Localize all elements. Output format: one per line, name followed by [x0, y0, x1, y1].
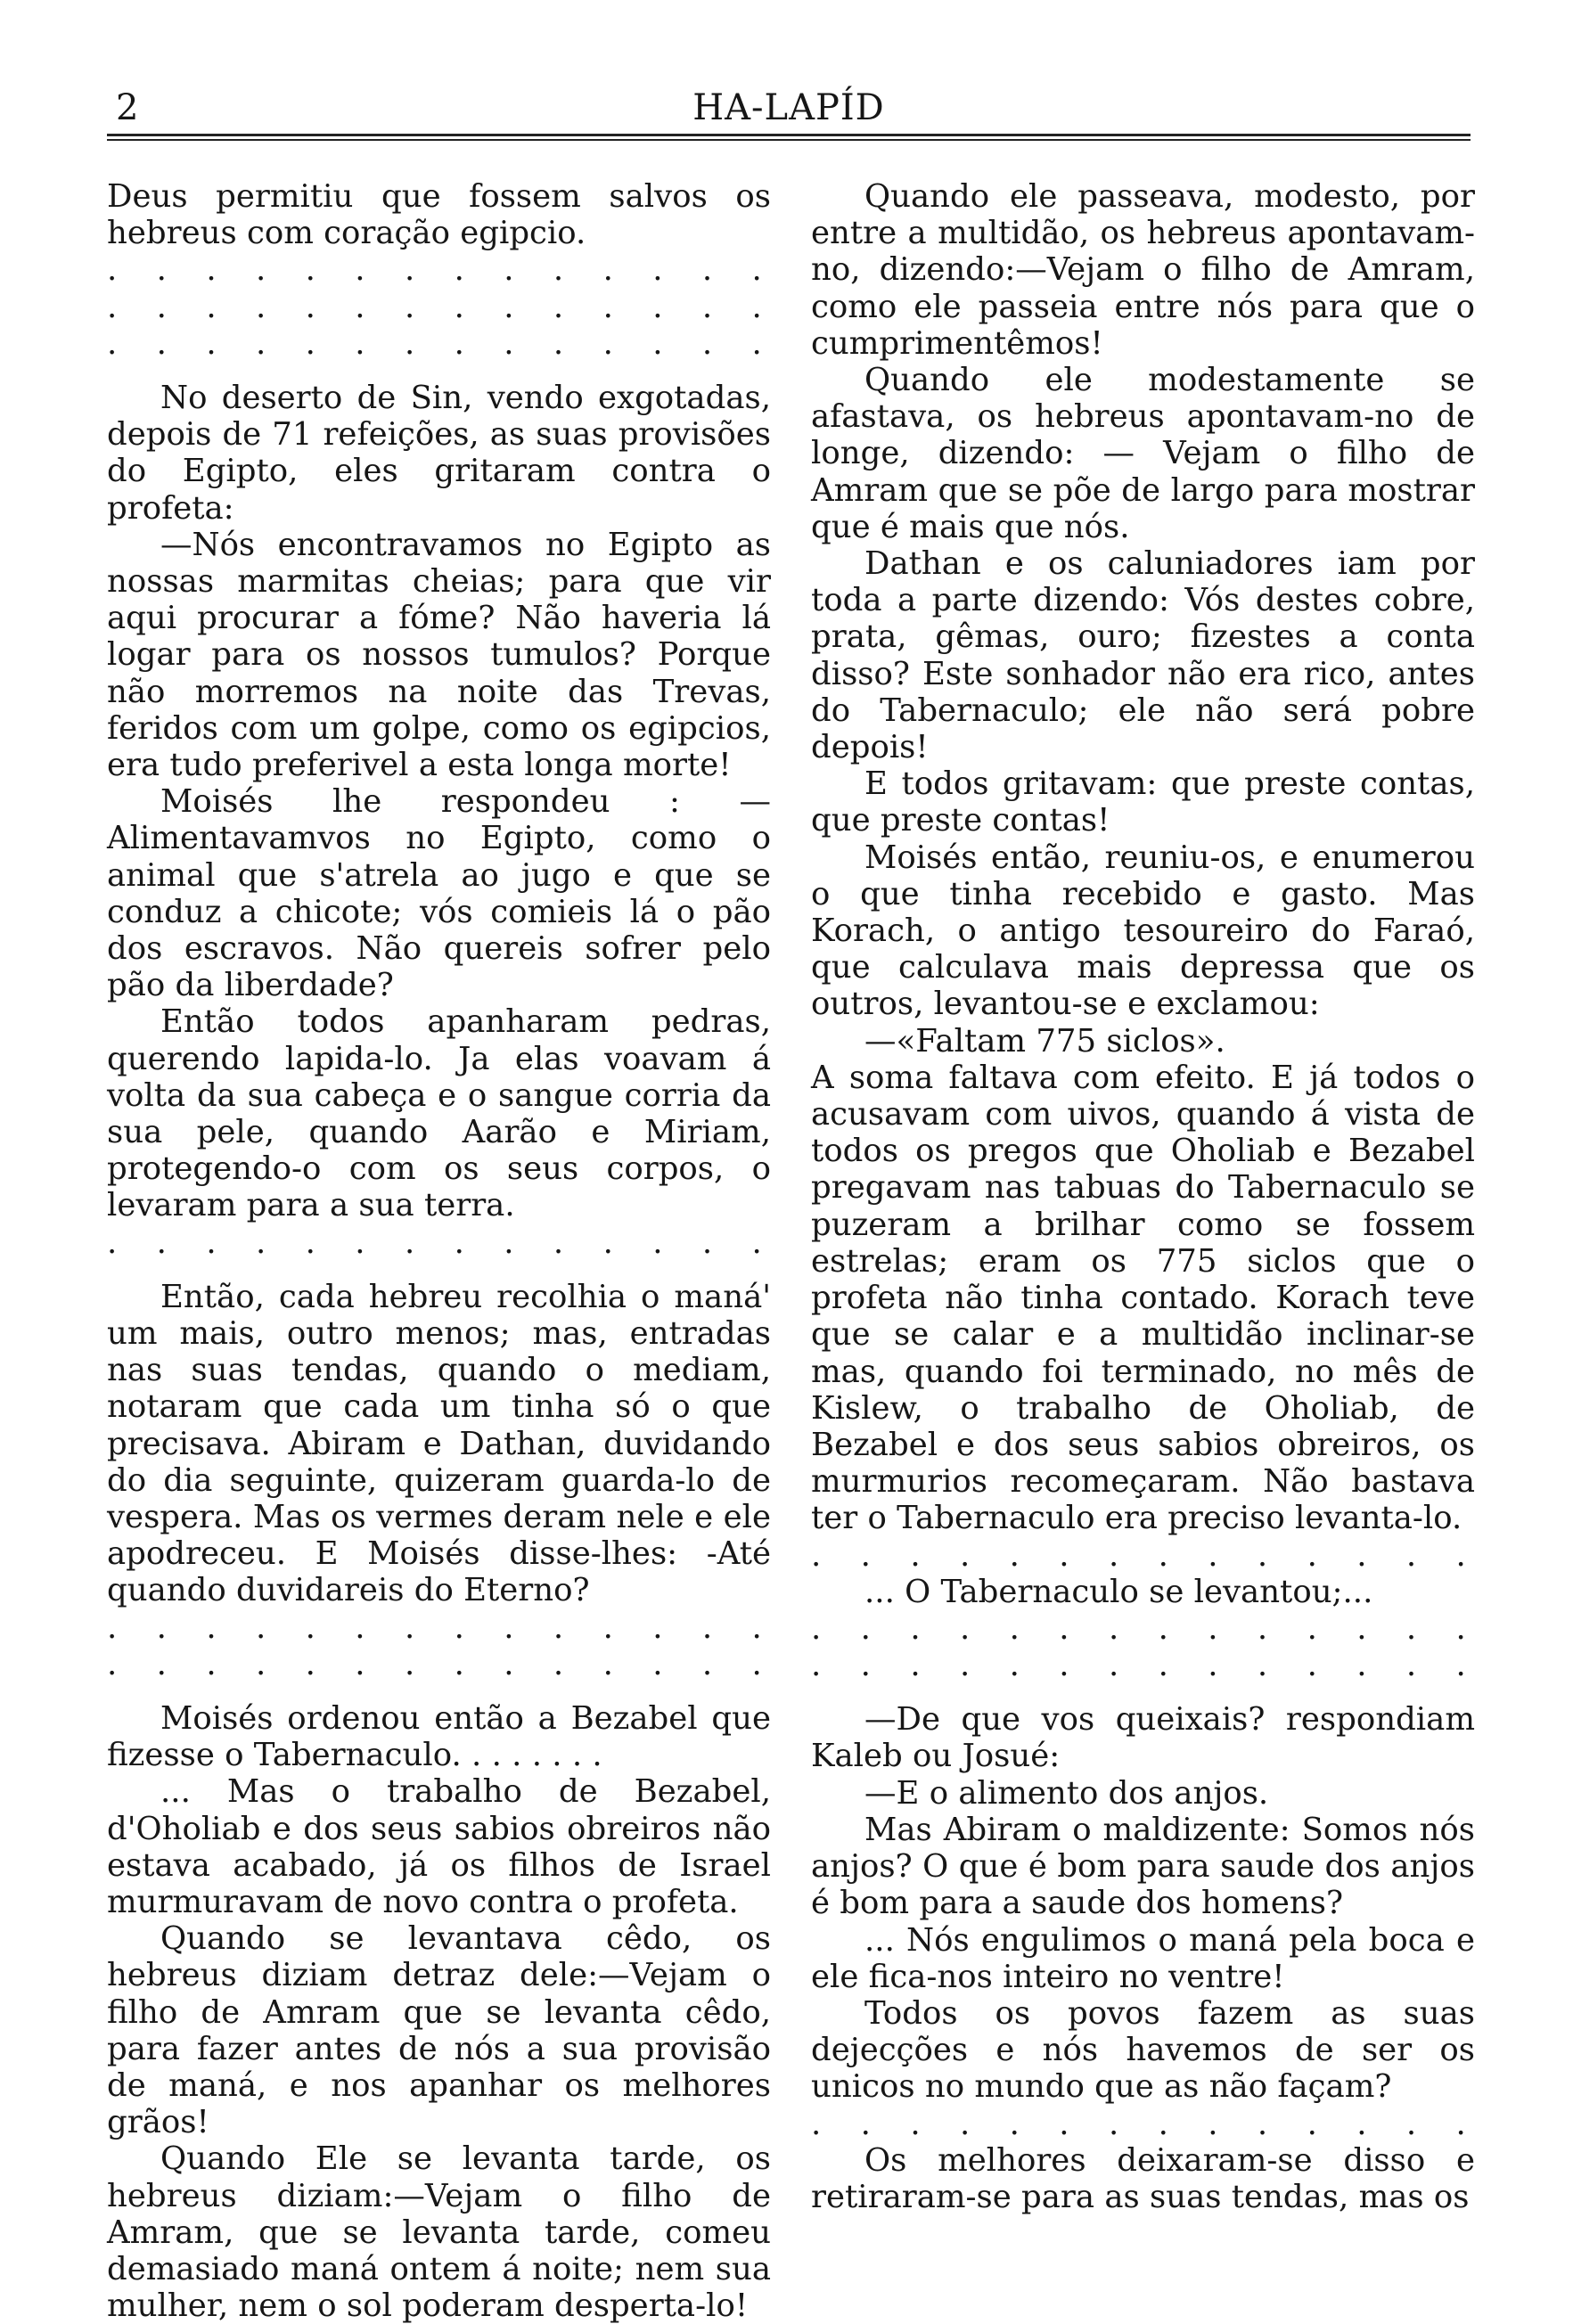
header-rule [107, 134, 1471, 136]
paragraph: Quando se levantava cêdo, os hebreus diziam detraz dele:—Vejam o filho de Amram que se levanta cêdo, para fazer antes de nós a sua provisão de maná, e nos apanhar os melhores grãos! [107, 1920, 771, 2141]
paragraph: Moisés então, reuniu-os, e enumerou o que tinha recebido e gasto. Mas Korach, o antigo tesoureiro do Faraó, que calculava mais depressa que os outros, levantou-se e exclamou: [811, 839, 1475, 1023]
paragraph: Mas Abiram o maldizente: Somos nós anjos? O que é bom para saude dos anjos é bom para a saude dos homens? [811, 1811, 1475, 1922]
paragraph: —Nós encontravamos no Egipto as nossas marmitas cheias; para que vir aqui procurar a fóme? Não haveria lá logar para os nossos tumulos? Porque não morremos na noite das Trevas, feridos com um golpe, como os egipcios, era tudo preferivel a esta longa morte! [107, 526, 771, 783]
paragraph: Todos os povos fazem as suas dejecções e nós havemos de ser os unicos no mundo que as não façam? [811, 1994, 1475, 2106]
ellipsis-row [811, 1647, 1475, 1683]
ellipsis-row [811, 1537, 1475, 1574]
ellipsis-row [107, 1609, 771, 1646]
paragraph: ... Nós engulimos o maná pela boca e ele fica-nos inteiro no ventre! [811, 1921, 1475, 1995]
ellipsis-row [107, 325, 771, 362]
paragraph: ... O Tabernaculo se levantou;... [864, 1573, 1373, 1610]
header-rule-double [107, 139, 1471, 141]
paragraph: Moisés ordenou então a Bezabel que fizesse o Tabernaculo. . . . . . . . [107, 1700, 771, 1774]
ellipsis-row [107, 289, 771, 325]
paragraph: —«Faltam 775 siclos». [864, 1022, 1225, 1060]
page-header [107, 87, 1471, 139]
paragraph: —De que vos queixais? respondiam Kaleb ou Josué: [811, 1701, 1475, 1775]
paragraph: Dathan e os caluniadores iam por toda a parte dizendo: Vós destes cobre, prata, gêmas, ouro; fizestes a conta disso? Este sonhador não era rico, antes do Tabernaculo; ele não será pobre depois! [811, 545, 1475, 766]
ellipsis-row [811, 1610, 1475, 1647]
paragraph: Quando ele modestamente se afastava, os hebreus apontavam-no de longe, dizendo: — Vejam o filho de Amram que se põe de largo para mostrar que é mais que nós. [811, 362, 1475, 545]
paragraph: Então, cada hebreu recolhia o maná' um mais, outro menos; mas, entradas nas suas tendas, quando o mediam, notaram que cada um tinha só o que precisava. Abiram e Dathan, duvidando do dia seguinte, quizeram guarda-lo de vespera. Mas os vermes deram nele e ele apodreceu. E Moisés disse-lhes: -Até quando duvidareis do Eterno? [107, 1278, 771, 1609]
page-header-title: HA-LAPÍD [692, 87, 885, 128]
paragraph: —E o alimento dos anjos. [864, 1774, 1269, 1812]
paragraph: Quando Ele se levanta tarde, os hebreus diziam:—Vejam o filho de Amram, que se levanta tarde, comeu demasiado maná ontem á noite; nem sua mulher, nem o sol poderam desperta-lo! [107, 2140, 771, 2324]
right-column [811, 178, 1475, 2215]
paragraph: Quando ele passeava, modesto, por entre a multidão, os hebreus apontavam-no, dizendo:—Vejam o filho de Amram, como ele passeia entre nós para que o cumprimentêmos! [811, 178, 1475, 362]
paragraph: Deus permitiu que fossem salvos os hebreus com coração egipcio. [107, 178, 771, 252]
paragraph: Então todos apanharam pedras, querendo lapida-lo. Ja elas voavam á volta da sua cabeça e o sangue corria da sua pele, quando Aarão e Miriam, protegendo-o com os seus corpos, o levaram para a sua terra. [107, 1003, 771, 1224]
paragraph: ... Mas o trabalho de Bezabel, d'Oholiab e dos seus sabios obreiros não estava acabado, já os filhos de Israel murmuravam de novo contra o profeta. [107, 1773, 771, 1921]
ellipsis-row [107, 1224, 771, 1261]
ellipsis-row [107, 1646, 771, 1682]
paragraph: A soma faltava com efeito. E já todos o acusavam com uivos, quando á vista de todos os pregos que Oholiab e Bezabel pregavam nas tabuas do Tabernaculo se puzeram a brilhar como se fossem estrelas; eram os 775 siclos que o profeta não tinha contado. Korach teve que se calar e a multidão inclinar-se mas, quando foi terminado, no mês de Kislew, o trabalho de Oholiab, de Bezabel e dos seus sabios obreiros, os murmurios recomeçaram. Não bastava ter o Tabernaculo era preciso levanta-lo. [811, 1059, 1475, 1537]
paragraph: Os melhores deixaram-se disso e retiraram-se para as suas tendas, mas os [811, 2141, 1475, 2215]
ellipsis-row [107, 251, 771, 288]
left-column [107, 178, 771, 2324]
paragraph: No deserto de Sin, vendo exgotadas, depois de 71 refeições, as suas provisões do Egipto, eles gritaram contra o profeta: [107, 379, 771, 527]
paragraph: E todos gritavam: que preste contas, que preste contas! [811, 765, 1475, 839]
page-number: 2 [116, 87, 139, 128]
paragraph: Moisés lhe respondeu : —Alimentavamvos no Egipto, como o animal que s'atrela ao jugo e que se conduz a chicote; vós comieis lá o pão dos escravos. Não quereis sofrer pelo pão da liberdade? [107, 783, 771, 1004]
ellipsis-row [811, 2106, 1475, 2142]
